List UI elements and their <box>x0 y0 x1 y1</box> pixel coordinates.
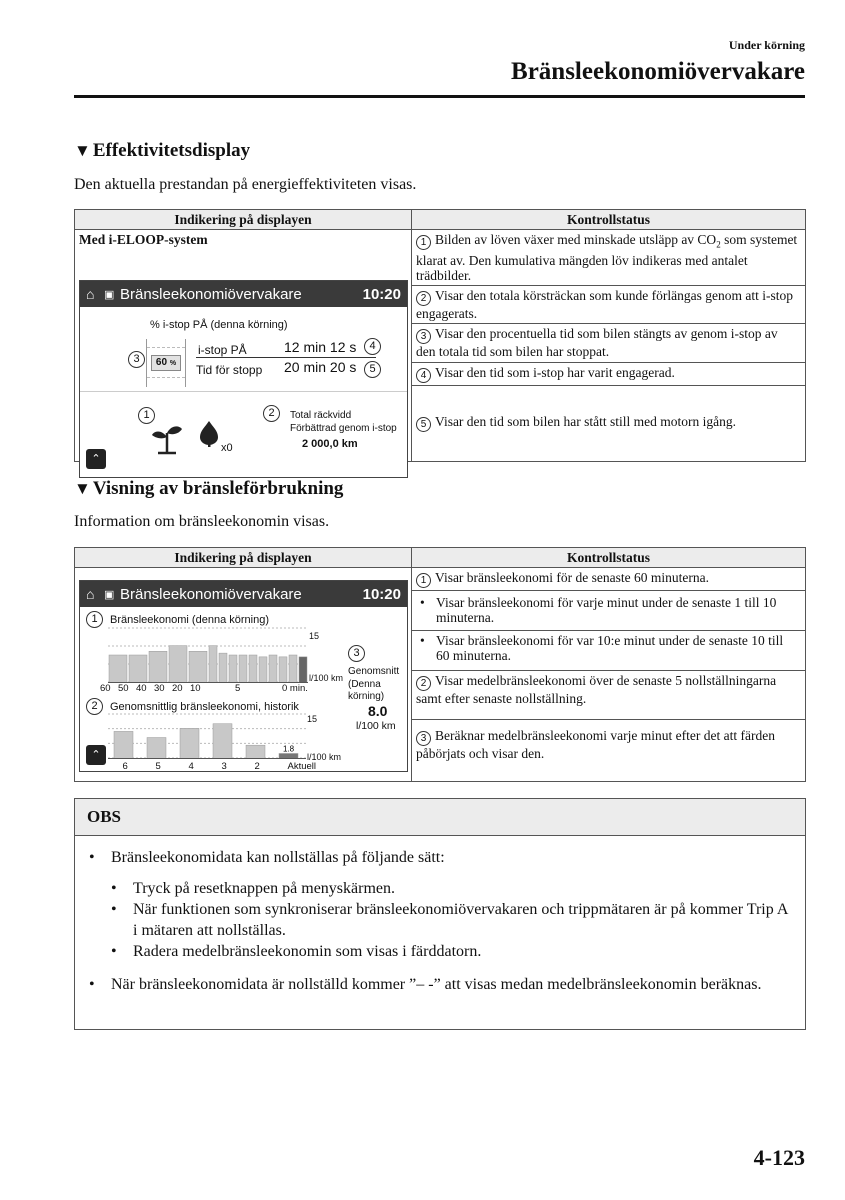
chart2-xtick: 2 <box>254 761 260 772</box>
chart1-unit: l/100 km <box>309 673 344 683</box>
tree-icon <box>198 419 220 447</box>
callout-1: 1 <box>138 407 155 424</box>
page-title: Bränsleekonomiövervakare <box>511 58 805 85</box>
status-item-5: 5 Visar den tid som bilen har stått still med motorn igång. <box>412 385 806 461</box>
chart2-bar <box>180 728 199 759</box>
chart1-xtick: 50 <box>118 683 129 694</box>
system-label: Med i-ELOOP-system <box>79 232 208 247</box>
obs-item-1: • Bränsleekonomidata kan nollställas på följande sätt: <box>89 849 445 866</box>
status-item-2: 2 Visar medelbränsleekonomi över de senaste 5 nollställningarna samt efter senaste nollställning. <box>412 671 806 720</box>
chart1-xtick: 30 <box>154 683 165 694</box>
callout-3: 3 <box>128 351 145 368</box>
chart1-bar <box>209 646 217 683</box>
title-rule <box>74 95 805 98</box>
chart1-bar <box>289 655 297 683</box>
stop-time-label: Tid för stopp <box>196 363 263 377</box>
triangle-icon: ▼ <box>74 141 91 160</box>
chart2-xtick: 4 <box>188 761 194 772</box>
callout-2: 2 <box>86 698 103 715</box>
display-title: Bränsleekonomiövervakare <box>120 285 302 303</box>
chevron-up-icon: ⌃ <box>91 453 101 465</box>
display-clock: 10:20 <box>362 285 401 303</box>
chart1-xtick: 10 <box>190 683 201 694</box>
chart1-bar <box>219 653 227 683</box>
range-label-2: Förbättrad genom i-stop <box>290 423 397 434</box>
chart1-bar <box>149 651 167 683</box>
chart1-plot <box>108 627 308 683</box>
col-header-status: Kontrollstatus <box>412 210 806 230</box>
chart1-label: Bränsleekonomi (denna körning) <box>110 614 269 626</box>
avg-label-3: körning) <box>348 691 385 702</box>
chart2-unit: l/100 km <box>307 752 342 762</box>
callout-4: 4 <box>364 338 381 355</box>
home-icon: ⌂ <box>86 586 95 602</box>
chart1-ymax: 15 <box>309 631 320 641</box>
range-value: 2 000,0 km <box>302 438 358 450</box>
chart1-bar <box>269 655 277 683</box>
fuel-monitor-icon: ▣ <box>104 288 115 301</box>
avg-label-2: (Denna <box>348 679 381 690</box>
callout-2: 2 <box>263 405 280 422</box>
display-cell <box>75 568 412 782</box>
display-cell <box>75 230 412 465</box>
chart1-bar <box>229 655 237 683</box>
chart1-bar <box>129 655 147 683</box>
chart1-xtick: 5 <box>235 683 241 694</box>
display-clock: 10:20 <box>362 585 401 603</box>
obs-heading: OBS <box>75 799 805 836</box>
status-item-1: 1 Bilden av löven växer med minskade utsläpp av $CO_2$ som systemet klarat av. Den kumulativa mängden löv indikeras med antalet trädbilder. <box>412 230 806 286</box>
obs-sub-3: • Radera medelbränsleekonomin som visas i färddatorn. <box>111 943 482 960</box>
chart1-bar <box>109 655 127 683</box>
sprout-icon <box>150 419 184 455</box>
callout-1: 1 <box>86 611 103 628</box>
status-item-3: 3 Visar den procentuella tid som bilen stängts av genom i-stop av den totala tid som bilen har stoppat. <box>412 323 806 362</box>
fuel-monitor-icon: ▣ <box>104 588 115 601</box>
col-header-status: Kontrollstatus <box>412 548 806 568</box>
col-header-display: Indikering på displayen <box>75 210 412 230</box>
chart1-bar <box>239 655 247 683</box>
chart2-bar <box>213 724 232 759</box>
section-heading-consumption: ▼ Visning av bränsleförbrukning <box>74 478 344 499</box>
obs-sub-1: • Tryck på resetknappen på menyskärmen. <box>111 880 395 897</box>
chart1-bar <box>189 651 207 683</box>
callout-3: 3 <box>348 645 365 662</box>
obs-body <box>75 836 805 1006</box>
section-intro-efficiency: Den aktuella prestandan på energieffektiviteten visas. <box>74 176 417 193</box>
chart2-xticks <box>108 761 318 773</box>
chart1-xtick: 20 <box>172 683 183 694</box>
chart1-xticks <box>102 683 342 695</box>
chart2-bar <box>147 738 166 759</box>
stop-time-value: 20 min 20 s <box>284 359 357 375</box>
chart2-xtick: 6 <box>122 761 128 772</box>
istop-on-label: i-stop PÅ <box>198 343 247 357</box>
chart1-bar <box>299 657 307 683</box>
obs-sublist <box>89 878 791 962</box>
avg-unit: l/100 km <box>356 720 396 732</box>
chart1-bar <box>259 657 267 683</box>
section-intro-consumption: Information om bränsleekonomin visas. <box>74 513 330 530</box>
triangle-icon: ▼ <box>74 479 91 498</box>
chart2-label: Genomsnittlig bränsleekonomi, historik <box>110 701 299 713</box>
chart1-xtick: 40 <box>136 683 147 694</box>
display-title-bar <box>80 581 407 607</box>
tree-count: x0 <box>221 442 233 454</box>
chart2-xtick: 3 <box>221 761 227 772</box>
consumption-table <box>74 547 806 782</box>
display-title-bar <box>80 281 407 307</box>
chart2-xtick: Aktuell <box>287 761 317 772</box>
istop-on-value: 12 min 12 s <box>284 339 357 355</box>
up-button[interactable] <box>86 449 106 469</box>
chart1-bar <box>169 646 187 683</box>
chart2-current-label: 1.8 <box>282 744 295 754</box>
chart2-bar <box>246 745 265 759</box>
chapter-label: Under körning <box>728 38 805 52</box>
efficiency-display <box>79 280 408 478</box>
avg-label-1: Genomsnitt <box>348 666 400 677</box>
range-label-1: Total räckvidd <box>290 410 352 421</box>
chart1-bar <box>279 657 287 683</box>
consumption-display <box>79 580 408 772</box>
obs-sub-2: • När funktionen som synkroniserar bränsleekonomiövervakaren och trippmätaren är på kommer Trip A i mätaren att nollställas. <box>111 901 788 939</box>
status-item-4: 4 Visar den tid som i-stop har varit engagerad. <box>412 362 806 385</box>
status-bullet-2: • Visar bränsleekonomi för var 10:e minut under de senaste 10 till 60 minuterna. <box>412 631 806 671</box>
chart1-xtick: 60 <box>100 683 111 694</box>
chart1-xtick: 0 min. <box>282 683 308 694</box>
chart2-plot <box>108 713 306 759</box>
istop-pct-label: % i-stop PÅ (denna körning) <box>150 319 288 331</box>
avg-value: 8.0 <box>368 703 388 719</box>
obs-item-2: • När bränsleekonomidata är nollställd kommer ”– -” att visas medan medelbränsleekonomin beräknas. <box>89 976 762 993</box>
status-bullet-1: • Visar bränsleekonomi för varje minut under de senaste 1 till 10 minuterna. <box>412 591 806 631</box>
section-heading-efficiency: ▼ Effektivitetsdisplay <box>74 140 251 161</box>
page-number: 4-123 <box>753 1145 805 1170</box>
chart2-xtick: 5 <box>155 761 161 772</box>
home-icon: ⌂ <box>86 286 95 302</box>
obs-box <box>74 798 806 1030</box>
callout-5: 5 <box>364 361 381 378</box>
istop-pct-box: 60 % <box>151 355 181 371</box>
istop-gauge <box>146 339 186 387</box>
status-item-2: 2 Visar den totala körsträckan som kunde förlängas genom att i-stop engagerats. <box>412 285 806 323</box>
display-title: Bränsleekonomiövervakare <box>120 585 302 603</box>
chevron-up-icon: ⌃ <box>91 749 101 761</box>
status-item-3: 3 Beräknar medelbränsleekonomi varje minut efter det att färden påbörjats och visar den. <box>412 720 806 782</box>
efficiency-table <box>74 209 806 465</box>
chart2-ymax: 15 <box>307 714 318 724</box>
status-item-1: 1 Visar bränsleekonomi för de senaste 60 minuterna. <box>412 568 806 591</box>
chart2-bar <box>114 731 133 759</box>
up-button[interactable] <box>86 745 106 765</box>
col-header-display: Indikering på displayen <box>75 548 412 568</box>
chart1-bar <box>249 655 257 683</box>
